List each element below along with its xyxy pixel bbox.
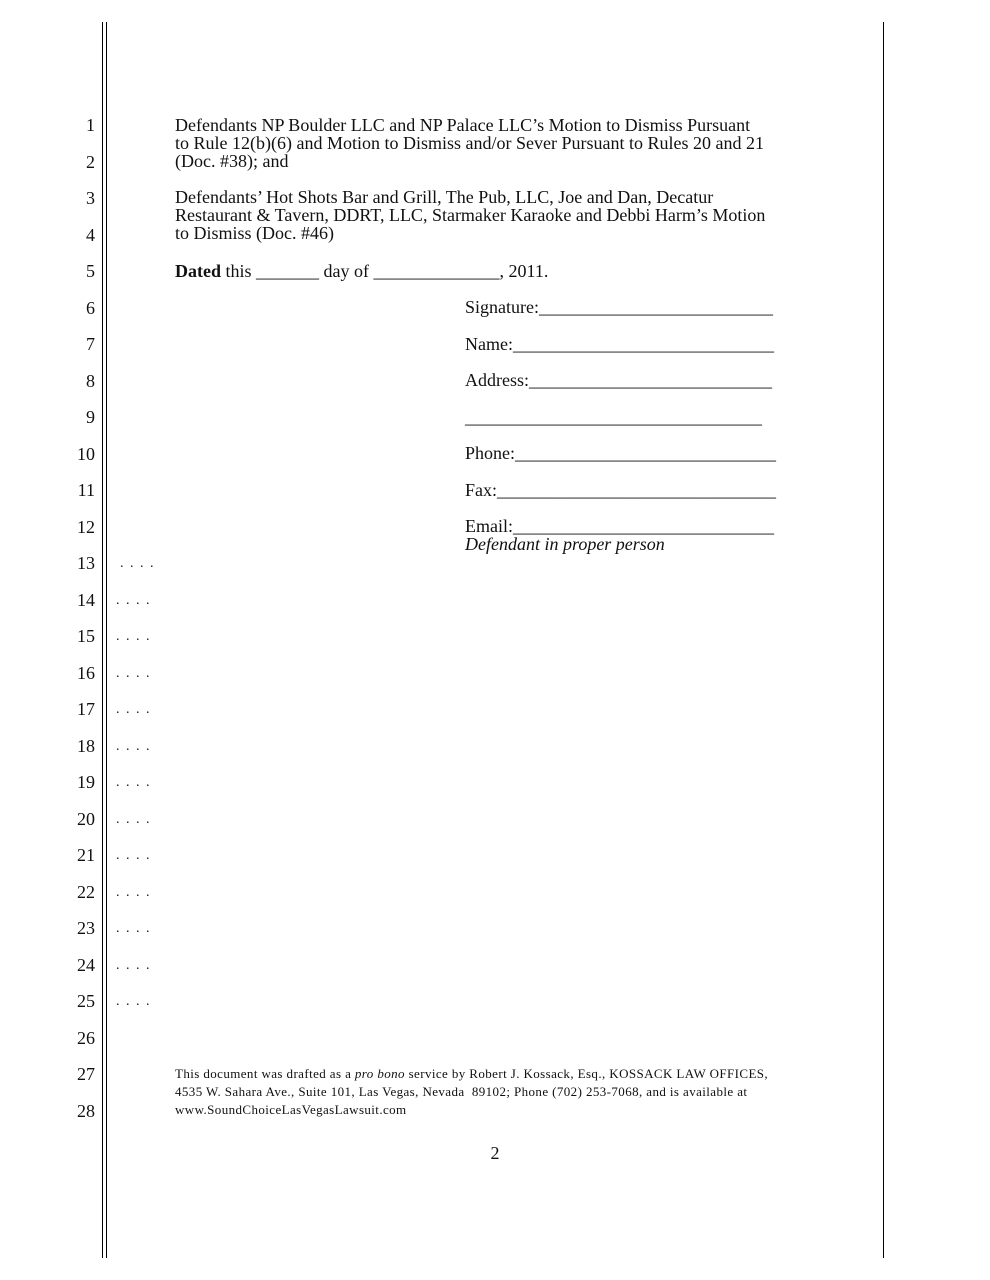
motion-np-boulder (175, 116, 764, 170)
address-field-line2: _________________________________ (465, 407, 762, 427)
ellipsis-marker: . . . . (120, 556, 155, 571)
line-number: 20 (77, 808, 95, 829)
line-number: 8 (86, 370, 95, 391)
signature-field: Signature:__________________________ (465, 297, 773, 317)
line-number: 6 (86, 297, 95, 318)
footer-italic: pro bono (354, 1066, 405, 1081)
motion-line: Restaurant & Tavern, DDRT, LLC, Starmaker Karaoke and Debbi Harm’s Motion (175, 205, 766, 225)
ellipsis-marker: . . . . (116, 629, 151, 644)
line-number: 16 (77, 662, 95, 683)
phone-field: Phone:_____________________________ (465, 443, 777, 463)
footer-line: 4535 W. Sahara Ave., Suite 101, Las Vegas, Nevada 89102; Phone (702) 253-7068, and is available at (175, 1084, 748, 1099)
ellipsis-marker: . . . . (116, 775, 151, 790)
ellipsis-marker: . . . . (116, 738, 151, 754)
left-margin-rule-inner (106, 22, 107, 1258)
motion-hot-shots (175, 188, 765, 242)
address-field: Address:___________________________ (465, 370, 772, 390)
name-field: Name:_____________________________ (465, 334, 774, 354)
line-number: 1 (86, 115, 95, 135)
ellipsis-marker: . . . . (116, 994, 151, 1009)
line-number: 15 (77, 626, 95, 646)
line-number: 26 (77, 1027, 95, 1048)
line-number: 13 (77, 553, 95, 573)
ellipsis-marker: . . . . (116, 592, 151, 608)
line-number: 2 (86, 151, 95, 172)
motion-line: Defendants’ Hot Shots Bar and Grill, The Pub, LLC, Joe and Dan, Decatur (175, 187, 714, 207)
line-number: 21 (77, 845, 95, 865)
line-number: 18 (77, 735, 95, 756)
footer-line (175, 1065, 875, 1083)
left-margin-rule-outer (102, 22, 103, 1258)
line-number: 22 (77, 881, 95, 902)
line-number: 11 (77, 480, 95, 500)
footer-text: service by Robert J. Kossack, Esq., KOSSACK LAW OFFICES, (404, 1066, 769, 1081)
footer-notice (175, 1065, 875, 1119)
dated-line (175, 262, 548, 280)
ellipsis-marker: . . . . (116, 811, 151, 827)
dated-label: Dated (175, 261, 221, 281)
defendant-role-text: Defendant in proper person (465, 534, 665, 554)
defendant-role (465, 535, 665, 553)
line-number: 19 (77, 772, 95, 792)
line-number: 17 (77, 699, 95, 719)
line-number: 28 (77, 1100, 95, 1121)
line-number: 7 (86, 334, 95, 354)
line-number: 4 (86, 224, 95, 245)
ellipsis-marker: . . . . (116, 884, 151, 900)
line-number: 3 (86, 188, 95, 208)
line-number: 9 (86, 407, 95, 427)
line-number: 5 (86, 261, 95, 281)
motion-line: to Dismiss (Doc. #46) (175, 223, 334, 243)
page-number: 2 (490, 1143, 500, 1163)
dated-blanks: this _______ day of ______________, 2011. (221, 261, 549, 281)
right-margin-rule (883, 22, 884, 1258)
line-number: 14 (77, 589, 95, 610)
ellipsis-marker: . . . . (116, 665, 151, 681)
line-number: 12 (77, 516, 95, 537)
motion-line: (Doc. #38); and (175, 151, 289, 171)
footer-website: www.SoundChoiceLasVegasLawsuit.com (175, 1102, 407, 1117)
motion-line: to Rule 12(b)(6) and Motion to Dismiss and/or Sever Pursuant to Rules 20 and 21 (175, 133, 764, 153)
ellipsis-marker: . . . . (116, 957, 151, 973)
line-number: 23 (77, 918, 95, 938)
email-field: Email:_____________________________ (465, 516, 774, 536)
line-number: 25 (77, 991, 95, 1011)
footer-text: This document was drafted as a (175, 1066, 355, 1081)
line-number: 24 (77, 954, 95, 975)
ellipsis-marker: . . . . (116, 702, 151, 717)
fax-field: Fax:_______________________________ (465, 480, 777, 500)
motion-line: Defendants NP Boulder LLC and NP Palace LLC’s Motion to Dismiss Pursuant (175, 115, 751, 135)
line-number: 27 (77, 1064, 95, 1084)
ellipsis-marker: . . . . (116, 848, 151, 863)
ellipsis-marker: . . . . (116, 921, 151, 936)
line-number: 10 (77, 443, 95, 464)
